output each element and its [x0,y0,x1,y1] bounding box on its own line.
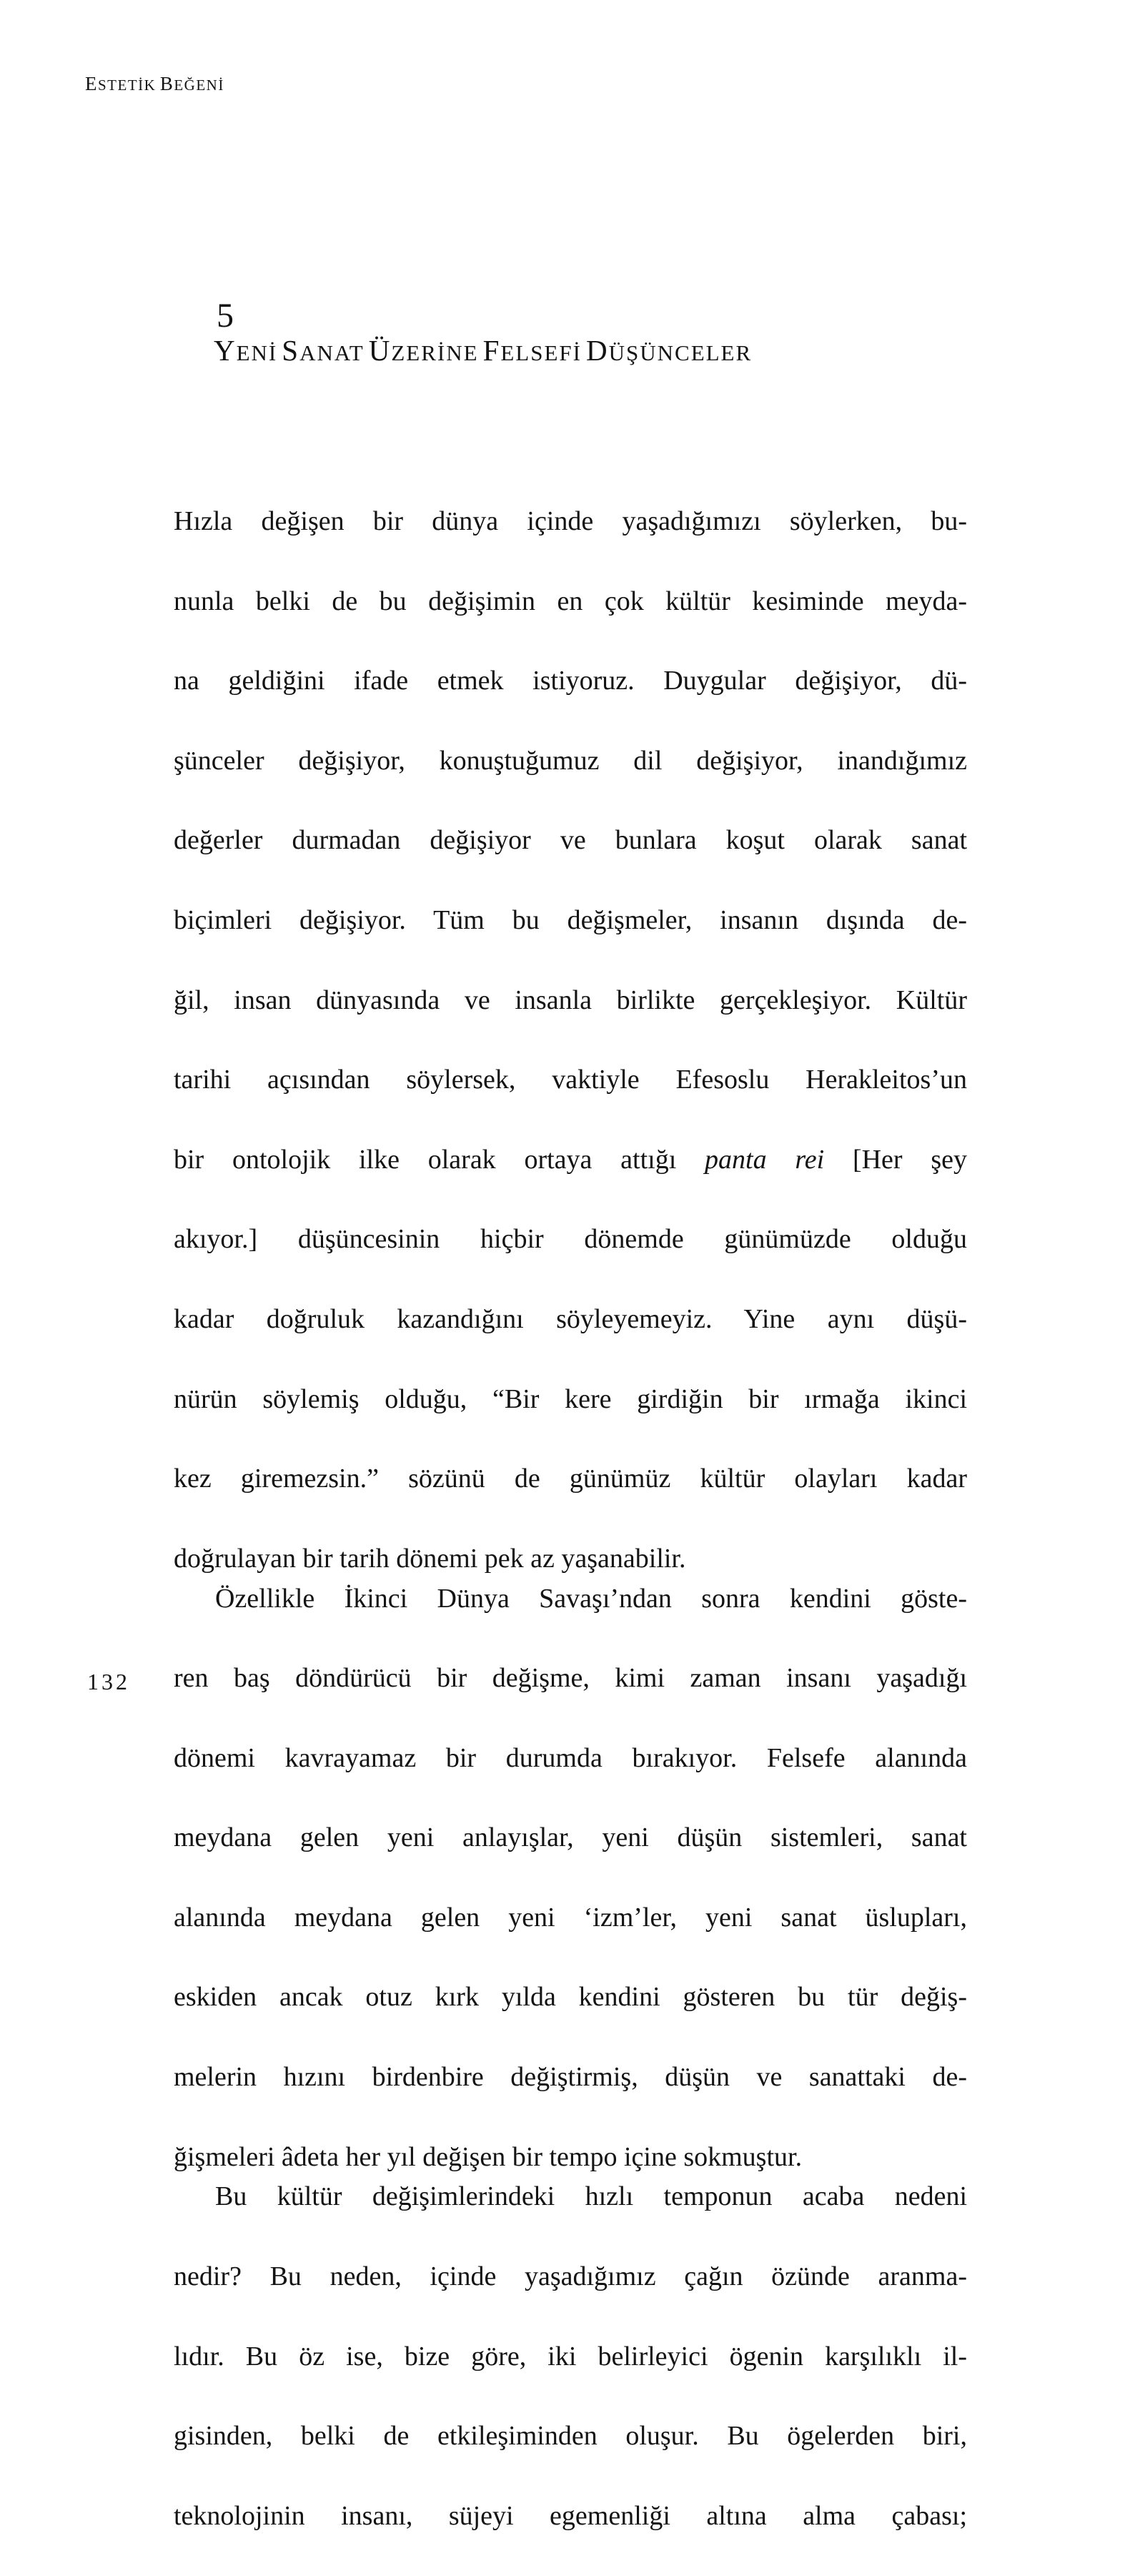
text-segment: eskiden ancak otuz kırk yılda kendini gösteren bu tür değiş- [174,1982,967,2013]
text-line [174,1978,967,2058]
text-line [174,1579,967,1659]
body-text [174,502,967,2576]
text-line [174,2337,967,2417]
text-segment: meydana gelen yeni anlayışlar, yeni düşün sistemleri, sanat [174,1822,967,1853]
text-segment: kez giremezsin.” sözünü de günümüz kültür olayları kadar [174,1464,967,1494]
page-number: 132 [87,1669,130,1694]
text-segment: lıdır. Bu öz ise, bize göre, iki belirleyici ögenin karşılıklı il- [174,2341,967,2372]
text-segment: alanında meydana gelen yeni ‘izm’ler, yeni sanat üslupları, [174,1902,967,1933]
small-caps-word: FELSEFİ [482,334,582,367]
italic-phrase: panta rei [705,1144,825,1175]
text-segment: nedir? Bu neden, içinde yaşadığımız çağın özünde aranma- [174,2261,967,2292]
text-segment: na geldiğini ifade etmek istiyoruz. Duygular değişiyor, dü- [174,666,967,696]
small-caps-word: DÜŞÜNCELER [586,334,753,367]
text-line [174,1539,967,1579]
text-segment: akıyor.] düşüncesinin hiçbir dönemde günümüzde olduğu [174,1224,967,1255]
text-line [174,1060,967,1140]
text-segment: ren baş döndürücü bir değişme, kimi zaman insanı yaşadığı [174,1663,967,1694]
text-segment: kadar doğruluk kazandığını söyleyemeyiz. Yine aynı düşü- [174,1303,967,1334]
text-segment: nunla belki de bu değişimin en çok kültür kesiminde meyda- [174,586,967,616]
text-segment: değerler durmadan değişiyor ve bunlara koşut olarak sanat [174,825,967,856]
chapter-title [214,333,752,367]
text-line [174,502,967,582]
small-caps-word: BEĞENİ [159,73,224,94]
text-segment: dönemi kavrayamaz bir durumda bırakıyor. Felsefe alanında [174,1742,967,1773]
text-segment: [Her şey [824,1144,968,1175]
text-line [174,1459,967,1539]
text-line [174,582,967,662]
text-line [174,1220,967,1300]
paragraph [174,502,967,1579]
text-line [174,1898,967,1978]
text-line [174,741,967,821]
text-segment: şünceler değişiyor, konuştuğumuz dil değişiyor, inandığımız [174,745,967,776]
text-segment: bir ontolojik ilke olarak ortaya attığı [174,1144,705,1175]
chapter-number: 5 [217,297,234,335]
text-segment: doğrulayan bir tarih dönemi pek az yaşanabilir. [174,1543,686,1574]
paragraph [174,2177,967,2576]
text-line [174,1659,967,1739]
text-segment: Bu kültür değişimlerindeki hızlı temponun acaba nedeni [215,2181,967,2212]
text-segment: gisinden, belki de etkileşiminden oluşur. Bu ögelerden biri, [174,2421,967,2452]
text-line [174,2138,967,2178]
text-line [174,901,967,981]
text-segment: tarihi açısından söylersek, vaktiyle Efesoslu Herakleitos’un [174,1065,967,1095]
text-line [174,1818,967,1898]
text-line [174,2257,967,2337]
text-line [174,821,967,901]
text-line [174,1380,967,1460]
text-line [174,981,967,1061]
text-segment: Özellikle İkinci Dünya Savaşı’ndan sonra kendini göste- [215,1583,967,1614]
text-segment: ğişmeleri âdeta her yıl değişen bir tempo içine sokmuştur. [174,2141,803,2172]
text-segment: Hızla değişen bir dünya içinde yaşadığımızı söylerken, bu- [174,506,967,536]
text-line [174,2058,967,2138]
text-segment: biçimleri değişiyor. Tüm bu değişmeler, insanın dışında de- [174,904,967,935]
paragraph [174,1579,967,2178]
small-caps-word: YENİ [214,334,278,367]
text-line [174,661,967,741]
text-segment: nürün söylemiş olduğu, “Bir kere girdiğin bir ırmağa ikinci [174,1383,967,1414]
small-caps-word: ESTETİK [85,73,157,94]
text-line [174,1300,967,1380]
text-segment: melerin hızını birdenbire değiştirmiş, düşün ve sanattaki de- [174,2062,967,2093]
text-segment: teknolojinin insanı, süjeyi egemenliği altına alma çabası; [174,2500,967,2531]
running-header [85,73,224,95]
text-line [174,2497,967,2576]
text-line [174,1140,967,1220]
text-line [174,2177,967,2257]
small-caps-word: SANAT [282,334,365,367]
text-line [174,1739,967,1819]
small-caps-word: ÜZERİNE [368,334,479,367]
text-line [174,2417,967,2497]
text-segment: ğil, insan dünyasında ve insanla birlikte gerçekleşiyor. Kültür [174,984,967,1015]
